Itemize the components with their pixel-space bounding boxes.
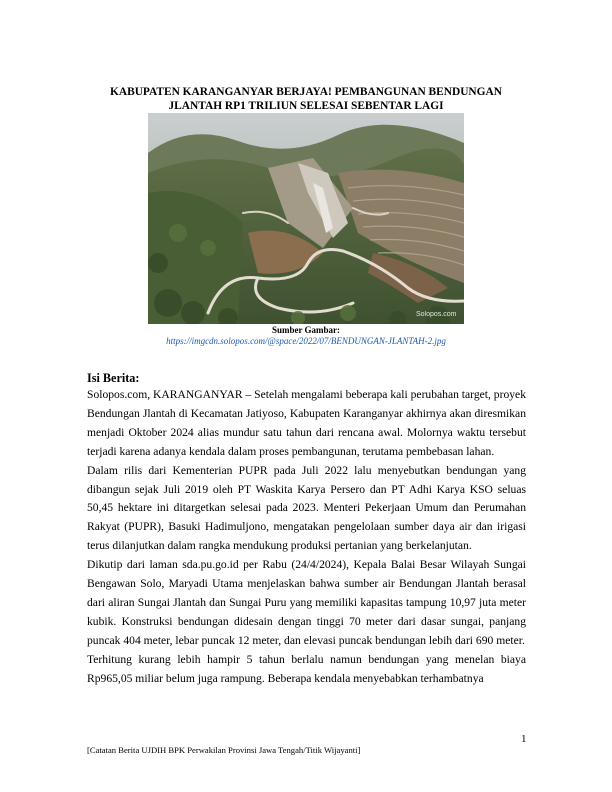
article-title: [80, 85, 532, 113]
dam-aerial-illustration: [148, 113, 464, 324]
paragraph: Solopos.com, KARANGANYAR – Setelah mengalami beberapa kali perubahan target, proyek Bendungan Jlantah di Kecamatan Jatiyoso, Kabupaten Karanganyar akhirnya akan diresmikan menjadi Oktober 2024 alias mundur satu tahun dari rencana awal. Molornya waktu tersebut terjadi karena adanya kendala dalam proses pembangunan, terutama pembebasan lahan.: [87, 388, 526, 458]
footer-note: [Catatan Berita UJDIH BPK Perwakilan Provinsi Jawa Tengah/Titik Wijayanti]: [87, 745, 361, 755]
image-caption-label: Sumber Gambar:: [271, 325, 341, 335]
paragraph: Terhitung kurang lebih hampir 5 tahun berlalu namun bendungan yang menelan biaya Rp965,05 miliar belum juga rampung. Beberapa kendala menyebabkan terhambatnya: [87, 652, 526, 685]
dam-construction-photo: [148, 113, 464, 324]
page-number: 1: [521, 733, 527, 745]
article-body: [87, 386, 526, 689]
image-source-link[interactable]: https://imgcdn.solopos.com/@space/2022/07/BENDUNGAN-JLANTAH-2.jpg: [166, 336, 446, 346]
section-heading: Isi Berita:: [87, 371, 140, 385]
article-title-line-1: KABUPATEN KARANGANYAR BERJAYA! PEMBANGUNAN BENDUNGAN: [110, 86, 502, 98]
image-watermark: Solopos.com: [416, 311, 457, 318]
paragraph: Dikutip dari laman sda.pu.go.id per Rabu (24/4/2024), Kepala Balai Besar Wilayah Sungai Bengawan Solo, Maryadi Utama menjelaskan bahwa sumber air Bendungan Jlantah berasal dari aliran Sungai Jlantah dan Sungai Puru yang memiliki kapasitas tampung 10,97 juta meter kubik. Konstruksi bendungan didesain dengan tinggi 70 meter dari dasar sungai, panjang puncak 404 meter, lebar puncak 12 meter, dan elevasi puncak bendungan lebih dari 690 meter.: [87, 558, 526, 647]
article-title-line-2: JLANTAH RP1 TRILIUN SELESAI SEBENTAR LAGI: [168, 100, 444, 112]
paragraph: Dalam rilis dari Kementerian PUPR pada Juli 2022 lalu menyebutkan bendungan yang dibangun sejak Juli 2019 oleh PT Waskita Karya Persero dan PT Adhi Karya KSO seluas 50,45 hektare ini ditargetkan selesai pada 2023. Menteri Pekerjaan Umum dan Perumahan Rakyat (PUPR), Basuki Hadimuljono, mengatakan pengelolaan sumber daya air dan irigasi terus dilanjutkan dalam rangka mendukung produksi pertanian yang berkelanjutan.: [87, 463, 526, 553]
